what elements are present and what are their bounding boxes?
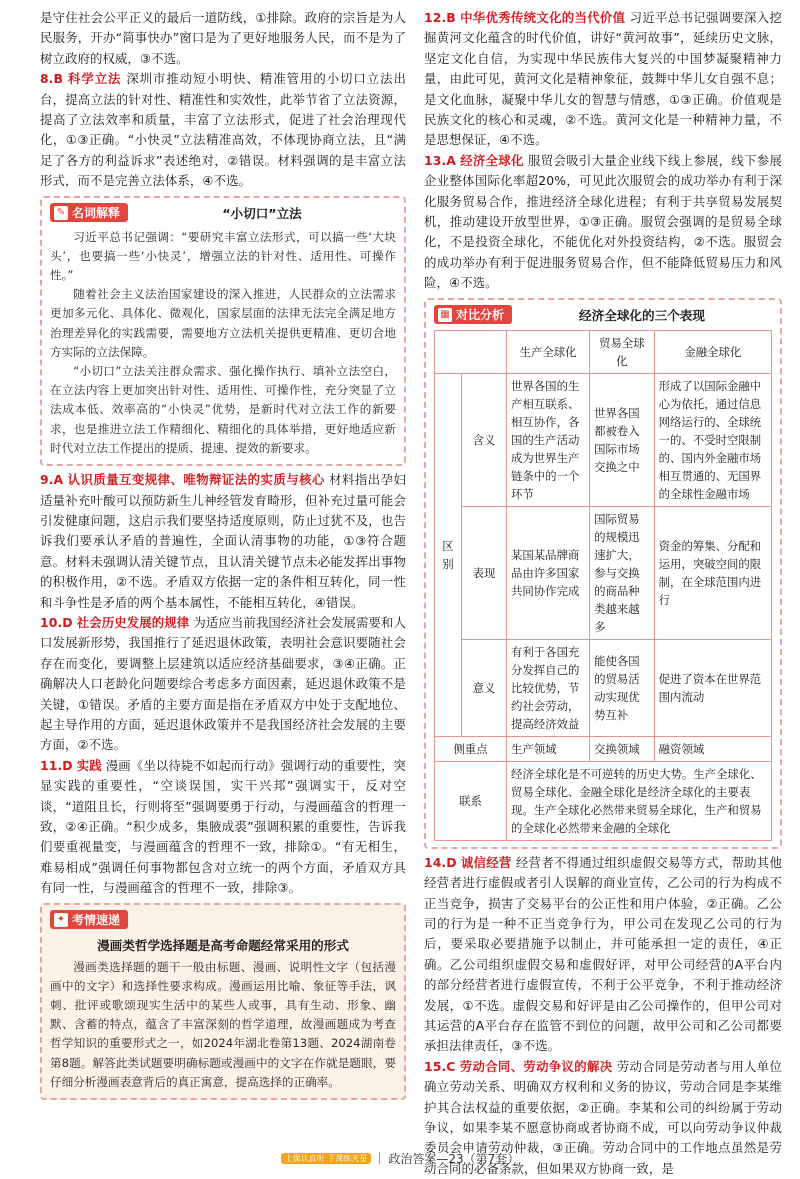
- term-explanation-box: [40, 196, 406, 466]
- badge-label: 名词解释: [72, 206, 121, 221]
- answer-number: 12.B: [424, 10, 456, 25]
- row-label: 侧重点: [435, 736, 507, 761]
- box-paragraph: “小切口”立法关注群众需求、强化操作执行、填补立法空白，在立法内容上更加突出针对性、适用性、可操作性，充分突显了立法成本低、效率高的“小快灵”优势，是新时代对立法工作的新要求，也是推进立法工作精细化、精细化的具体举措，更好地适应新时代对立法工作提出的提质、提速、提效的新要求。: [50, 364, 396, 455]
- page-number: 政治答案—23（第7套）: [388, 1151, 520, 1166]
- table-cell: 国际贸易的规模迅速扩大，参与交换的商品种类越来越多: [590, 506, 655, 639]
- answer-topic: 劳动合同、劳动争议的解决: [459, 1058, 613, 1074]
- box-paragraph: 随着社会主义法治国家建设的深入推进，人民群众的立法需求更加多元化、具体化、微观化，国家层面的法律无法完全满足地方治理差异化的实践需要，需要地方立法机关提供更精准、更切合地方实际的立法保障。: [50, 287, 396, 359]
- answer-number: 9.A: [40, 472, 64, 488]
- table-corner: [435, 330, 507, 373]
- answer-number: 10.D: [40, 614, 73, 630]
- answer-text: 深圳市推动短小明快、精准管用的小切口立法出台，提高立法的针对性、精准性和实效性，此举节省了立法资源，提高了立法效率和质量，丰富了立法形式，促进了社会治理现代化，①③正确。“小快灵”立法精准高效，不体现协商立法，且“满足了各方的利益诉求”表述绝对，②错误。材料强调的是丰富立法形式，而不是完善立法体系，④不选。: [40, 71, 406, 189]
- answer-text: 材料指出孕妇适量补充叶酸可以预防新生儿神经管发育畸形，但补充过量可能会引发健康问题，这启示我们要坚持适度原则，防止过犹不及，也告诉我们要承认矛盾的普遍性，全面认清事物的功能，①③符合题意。材料未强调认清关键节点，且认清关键节点未必能发挥出事物的积极作用，②不选。矛盾双方依据一定的条件相互转化，同一性和斗争性是矛盾的两个基本属性，不能相互转化，④错误。: [40, 472, 406, 610]
- table-cell: 某国某品牌商品由许多国家共同协作完成: [507, 506, 590, 639]
- table-header-row: [435, 330, 772, 373]
- pencil-icon: ✎: [54, 206, 68, 220]
- table-cell: 能使各国的贸易活动实现优势互补: [590, 639, 655, 736]
- box-title: “小切口”立法: [222, 206, 302, 222]
- row-label: 联系: [435, 761, 507, 840]
- answer-text: 服贸会吸引大量企业线下线上参展，线下参展企业整体国际化率超20%，可见此次服贸会的成功举办有利于深化服务贸易合作，推进经济全球化进程；有利于共享贸易发展契机，推动建设开放型世界，①③正确。服贸会强调的是贸易全球化，不是投资全球化，不能优化对外投资结构，②不选。服贸会的成功举办有利于促进服务贸易合作，但不能降低贸易压力和风险，④不选。: [424, 152, 782, 291]
- table-cell: 促进了资本在世界范围内流动: [654, 639, 771, 736]
- table-row: [435, 761, 772, 840]
- group-label: 区别: [435, 373, 462, 736]
- badge-label: 考情速递: [72, 913, 121, 928]
- answer-10: [40, 613, 406, 756]
- left-column: [40, 8, 406, 1104]
- answer-number: 14.D: [424, 854, 457, 870]
- table-cell: 有利于各国充分发挥自己的比较优势，节约社会劳动，提高经济效益: [507, 639, 590, 736]
- box-paragraph: 习近平总书记强调：“要研究丰富立法形式，可以搞一些‘大块头’，也要搞一些‘小快灵’，增强立法的针对性、适用性、可操作性。”: [50, 229, 396, 283]
- answer-8: [40, 69, 406, 191]
- answer-number: 13.A: [424, 152, 456, 168]
- table-cell: 生产领域: [507, 736, 590, 761]
- table-cell: 形成了以国际金融中心为依托，通过信息网络运行的、全球统一的、不受时空限制的、国内外金融市场相互贯通的、无国界的全球性金融市场: [654, 373, 771, 506]
- chart-icon: ▦: [438, 308, 452, 322]
- column-header: 生产全球化: [507, 330, 590, 373]
- answer-topic: 认识质量互变规律、唯物辩证法的实质与核心: [67, 472, 325, 488]
- box-header: [50, 909, 396, 931]
- compare-badge: [434, 305, 512, 324]
- table-cell: 资金的筹集、分配和运用，突破空间的限制，在全球范围内进行: [654, 506, 771, 639]
- table-row: [435, 639, 772, 736]
- column-header: 金融全球化: [654, 330, 771, 373]
- box-title: 经济全球化的三个表现: [579, 308, 705, 324]
- answer-13: [424, 151, 782, 294]
- brand-logo: 上课认真听 下课练天星: [281, 1153, 372, 1164]
- answer-topic: 诚信经营: [460, 854, 512, 870]
- answer-text: 为适应当前我国经济社会发展需要和人口发展新形势，我国推行了延迟退休政策，表明社会意识要随社会存在而变化，要调整上层建筑以适应经济基础要求，③④正确。正确解决人口老龄化问题要综合考虑多方面因素，延迟退休政策不是关键，①错误。矛盾的主要方面是指在矛盾双方中处于支配地位、起主导作用的方面，延迟退休政策并不是我国经济社会发展的主要方面，②不选。: [40, 614, 406, 753]
- page-footer: [0, 1146, 800, 1170]
- row-label: 表现: [462, 506, 507, 639]
- answer-number: 11.D: [40, 757, 73, 773]
- answer-text: 劳动合同是劳动者与用人单位确立劳动关系、明确双方权利和义务的协议，劳动合同是李某维护其合法权益的重要依据，②正确。李某和公司的纠纷属于劳动争议，如果李某不愿意协商或者协商不成，可以向劳动争议仲裁委员会申请劳动仲裁，③正确。劳动合同中的工作地点虽然是劳动合同的必备条款，但如果双方协商一致，是: [424, 1058, 782, 1176]
- box-paragraph: 漫画类选择题的题干一般由标题、漫画、说明性文字（包括漫画中的文字）和选择性要求构成。漫画运用比喻、象征等手法，讽刺、批评或歌颂现实生活中的某些人或事，具有生动、形象、幽默、含蓄的特点，蕴含了丰富深刻的哲学道理，故漫画题成为考查哲学知识的重要形式之一，如2024年湖北卷第13题、2024湖南卷第8题。解答此类试题要明确标题或漫画中的文字在作就是题眼，要仔细分析漫画表意背后的真正寓意，提高选择的正确率。: [50, 959, 396, 1089]
- table-row: [435, 373, 772, 506]
- table-row: [435, 506, 772, 639]
- term-badge: [50, 203, 128, 222]
- table-row: [435, 736, 772, 761]
- box-header: [50, 202, 396, 224]
- table-cell: 融资领域: [654, 736, 771, 761]
- answer-topic: 实践: [76, 757, 102, 773]
- row-label: 意义: [462, 639, 507, 736]
- right-column: [424, 8, 782, 1179]
- answer-topic: 科学立法: [67, 71, 122, 87]
- answer-number: 8.B: [40, 71, 64, 87]
- row-label: 含义: [462, 373, 507, 506]
- answer-topic: 社会历史发展的规律: [76, 614, 190, 630]
- table-cell: 世界各国都被卷入国际市场交换之中: [590, 373, 655, 506]
- comparison-table: [434, 330, 772, 841]
- megaphone-icon: ✦: [54, 913, 68, 927]
- answer-text: 习近平总书记强调要深入挖掘黄河文化蕴含的时代价值，讲好“黄河故事”，延续历史文脉，坚定文化自信，为实现中华民族伟大复兴的中国梦凝聚精神力量，由此可见，黄河文化是精神象征，鼓舞中华儿女自强不息；是文化血脉，凝聚中华儿女的智慧与情感，①③正确。价值观是民族文化的核心和灵魂，②不选。黄河文化是一种精神力量，不是思想保证，④不选。: [424, 10, 782, 148]
- answer-topic: 中华优秀传统文化的当代价值: [460, 10, 626, 25]
- footer-divider: [379, 1152, 380, 1164]
- answer-text: 经营者不得通过组织虚假交易等方式，帮助其他经营者进行虚假或者引人误解的商业宣传，乙公司的行为构成不正当竞争，损害了交易平台的公正性和用户体验，②正确。乙公司的行为是一种不正当竞争行为，甲公司在发现乙公司的行为后，要采取必要措施予以制止，并可能承担一定的责任，④正确。乙公司组织虚假交易和虚假好评，对甲公司经营的A平台内的部分经营者进行虚假宣传，不利于公平竞争，不利于推动经济发展，①不选。虚假交易和好评是由乙公司操作的，但甲公司对其运营的A平台存在监管不到位的问题，故甲公司和乙公司都要承担法律责任，③不选。: [424, 854, 782, 1054]
- answer-topic: 经济全球化: [460, 152, 524, 168]
- intro-paragraph: 是守住社会公平正义的最后一道防线，①排除。政府的宗旨是为人民服务，开办“简事快办”窗口是为了更好地服务人民，而不是为了树立政府的权威，③不选。: [40, 10, 406, 66]
- badge-label: 对比分析: [456, 308, 505, 323]
- table-cell: 经济全球化是不可逆转的历史大势。生产全球化、贸易全球化、金融全球化是经济全球化的主要表现。生产全球化必然带来贸易全球化，生产和贸易的全球化必然带来金融的全球化: [507, 761, 772, 840]
- table-cell: 交换领域: [590, 736, 655, 761]
- exam-badge: [50, 910, 128, 929]
- answer-9: [40, 470, 406, 613]
- answer-14: [424, 853, 782, 1057]
- answer-text: 漫画《坐以待毙不如起而行动》强调行动的重要性，突显实践的重要性，“空谈误国，实干兴邦”强调实干，反对空谈，“道阻且长，行则将至”强调要勇于行动，与漫画蕴含的哲理一致，②④正确。“积少成多，集腋成裘”强调积累的重要性，告诉我们要重视量变，与漫画蕴含的哲理不一致，排除①。“有无相生，难易相成”强调任何事物都包含对立统一的两个方面，矛盾双方具有同一性，与漫画蕴含的哲理不一致，排除③。: [40, 757, 406, 896]
- comparison-box: [424, 298, 782, 849]
- table-cell: 世界各国的生产相互联系、相互协作，各国的生产活动成为世界生产链条中的一个环节: [507, 373, 590, 506]
- answer-11: [40, 756, 406, 899]
- answer-12: [424, 8, 782, 151]
- answer-number: 15.C: [424, 1058, 456, 1074]
- box-title: 漫画类哲学选择题是高考命题经常采用的形式: [97, 937, 349, 953]
- exam-info-box: [40, 903, 406, 1100]
- box-header: [434, 304, 772, 326]
- column-header: 贸易全球化: [590, 330, 655, 373]
